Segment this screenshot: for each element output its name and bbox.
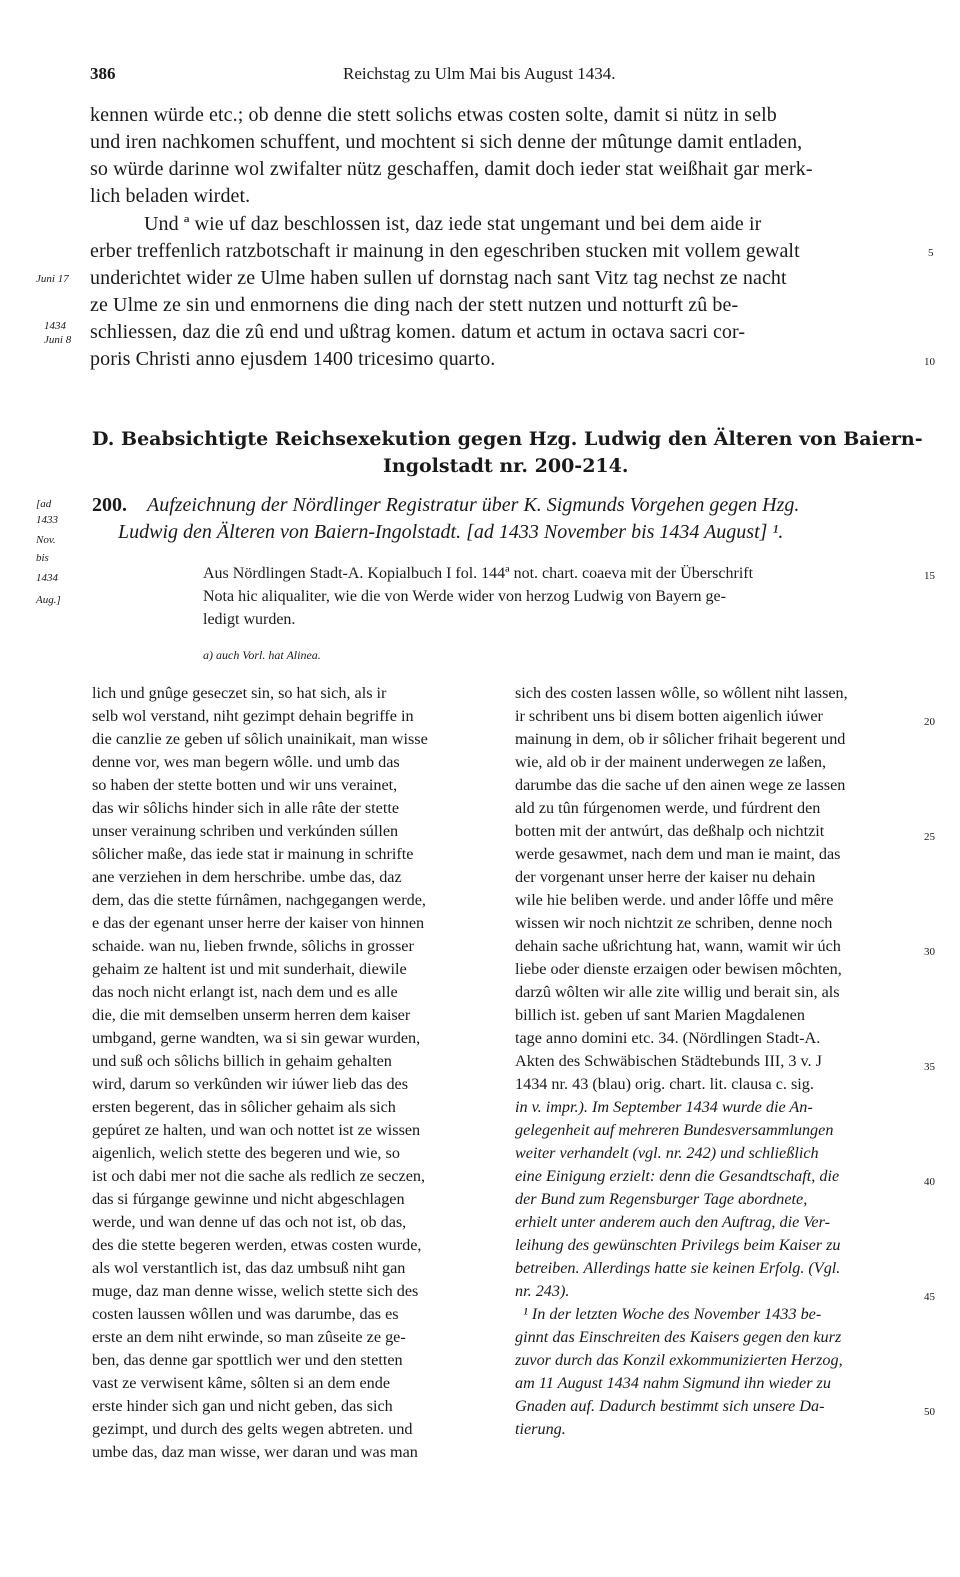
- margin-year-1434: 1434: [44, 320, 66, 332]
- column-line: der vorgenant unser herre der kaiser nu dehain: [515, 868, 816, 886]
- column-line: das noch nicht erlangt ist, nach dem und es alle: [92, 983, 398, 1001]
- column-line: umbe das, daz man wisse, wer daran und was man: [92, 1443, 418, 1461]
- margin-date-part: 1434: [36, 572, 58, 584]
- text-line: underichtet wider ze Ulme haben sullen uf dornstag nach sant Vitz tag nechst ze nacht: [90, 267, 787, 289]
- column-line: e das der egenant unser herre der kaiser von hinnen: [92, 914, 425, 932]
- margin-date-part: bis: [36, 552, 49, 564]
- column-line: das si fúrgange gewinne und nicht abgeschlagen: [92, 1190, 405, 1208]
- column-line: tage anno domini etc. 34. (Nördlingen Stadt-A.: [515, 1029, 821, 1047]
- column-line: ald zu tûn fúrgenomen werde, und fúrdrent den: [515, 799, 821, 817]
- margin-date-part: 1433: [36, 514, 58, 526]
- column-line: betreiben. Allerdings hatte sie keinen Erfolg. (Vgl.: [515, 1259, 841, 1277]
- line-number: 30: [924, 946, 935, 958]
- line-number: 5: [928, 247, 934, 259]
- document-heading-continued: Ludwig den Älteren von Baiern-Ingolstadt. [ad 1433 November bis 1434 August] ¹.: [118, 521, 784, 543]
- text-line: so würde darinne wol zwifalter nütz geschaffen, damit doch ieder stat weißhait gar merk-: [90, 158, 813, 180]
- column-line: werde gesawmet, nach dem und man ie maint, das: [515, 845, 841, 863]
- column-line: ane verziehen in dem herschribe. umbe das, daz: [92, 868, 402, 886]
- column-line: dehain sache ußrichtung hat, wann, wamit wir úch: [515, 937, 841, 955]
- column-line: lich und gnûge geseczet sin, so hat sich, als ir: [92, 684, 387, 702]
- footnote-line: Gnaden auf. Dadurch bestimmt sich unsere Da-: [515, 1397, 825, 1415]
- margin-date-range: [36, 496, 86, 608]
- column-line: darumbe das die sache uf den ainen wege ze lassen: [515, 776, 846, 794]
- column-line: Akten des Schwäbischen Städtebunds III, 3 v. J: [515, 1052, 822, 1070]
- column-line: die, die mit demselben unserm herren dem kaiser: [92, 1006, 411, 1024]
- text-line: Und ª wie uf daz beschlossen ist, daz iede stat ungemant und bei dem aide ir: [144, 213, 762, 235]
- document-heading: Aufzeichnung der Nördlinger Registratur über K. Sigmunds Vorgehen gegen Hzg.: [147, 494, 800, 516]
- column-line: das wir sôlichs hinder sich in alle râte der stette: [92, 799, 400, 817]
- source-line: Aus Nördlingen Stadt-A. Kopialbuch I fol. 144ª not. chart. coaeva mit der Überschrift: [203, 565, 754, 582]
- column-line: die canzlie ze geben uf sôlich unainikait, man wisse: [92, 730, 428, 748]
- line-number: 10: [924, 356, 935, 368]
- column-line: so haben der stette botten und wir uns verainet,: [92, 776, 398, 794]
- column-line: als wol verstantlich ist, das daz umbsuß niht gan: [92, 1259, 406, 1277]
- section-title: D. Beabsichtigte Reichsexekution gegen Hzg. Ludwig den Älteren von Baiern-: [92, 428, 923, 450]
- margin-date-juni8: Juni 8: [44, 334, 72, 346]
- column-line: wissen wir noch nichtzit ze schriben, denne noch: [515, 914, 833, 932]
- footnote-line: am 11 August 1434 nahm Sigmund ihn wieder zu: [515, 1374, 831, 1392]
- column-line: costen laussen wôllen und was darumbe, das es: [92, 1305, 399, 1323]
- column-line: in v. impr.). Im September 1434 wurde die An-: [515, 1098, 813, 1116]
- column-line: gehaim ze haltent ist und mit sunderhait, diewile: [92, 960, 407, 978]
- column-line: selb wol verstand, niht gezimpt dehain begriffe in: [92, 707, 414, 725]
- margin-date-juni17: Juni 17: [36, 273, 69, 285]
- column-line: der Bund zum Regensburger Tage abordnete,: [515, 1190, 808, 1208]
- footnote-a: a) auch Vorl. hat Alinea.: [203, 648, 321, 662]
- column-line: 1434 nr. 43 (blau) orig. chart. lit. clausa c. sig.: [515, 1075, 814, 1093]
- column-line: mainung in dem, ob ir sôlicher frihait begerent und: [515, 730, 846, 748]
- source-line: Nota hic aliqualiter, wie die von Werde wider von herzog Ludwig von Bayern ge-: [203, 588, 726, 605]
- text-line: lich beladen wirdet.: [90, 185, 251, 207]
- column-line: darzû wôlten wir alle zite willig und berait sin, als: [515, 983, 840, 1001]
- column-line: unser verainung schriben und verkúnden súllen: [92, 822, 399, 840]
- source-line: ledigt wurden.: [203, 611, 296, 628]
- column-line: ist och dabi mer not die sache als redlich ze seczen,: [92, 1167, 426, 1185]
- right-column: [515, 682, 848, 1441]
- line-number: 35: [924, 1061, 935, 1073]
- margin-date-part: Nov.: [36, 534, 56, 546]
- column-line: gezimpt, und durch des gelts wegen abtreten. und: [92, 1420, 413, 1438]
- column-line: gepúret ze halten, und wan och nottet ist ze wissen: [92, 1121, 421, 1139]
- column-line: liebe oder dienste erzaigen oder bewisen môchten,: [515, 960, 842, 978]
- column-line: des die stette begeren werden, etwas costen wurde,: [92, 1236, 422, 1254]
- footnote-line: zuvor durch das Konzil exkommunizierten Herzog,: [515, 1351, 843, 1369]
- left-column: [92, 682, 428, 1464]
- column-line: leihung des gewünschten Privilegs beim Kaiser zu: [515, 1236, 841, 1254]
- line-number: 15: [924, 570, 935, 582]
- column-line: und suß och sôlichs billich in gehaim gehalten: [92, 1052, 392, 1070]
- column-line: ir schribent uns bi disem botten aigenlich iúwer: [515, 707, 823, 725]
- column-line: sich des costen lassen wôlle, so wôllent niht lassen,: [515, 684, 848, 702]
- column-line: wile hie beliben werde. und ander lôffe und mêre: [515, 891, 834, 909]
- column-line: wird, darum so verkûnden wir iúwer lieb das des: [92, 1075, 409, 1093]
- column-line: erhielt unter anderem auch den Auftrag, die Ver-: [515, 1213, 830, 1231]
- column-line: dem, das die stette fúrnâmen, nachgegangen werde,: [92, 891, 426, 909]
- text-line: und iren nachkomen schuffent, und mochtent si sich denne der mûtunge damit entladen,: [90, 131, 803, 153]
- column-line: werde, und wan denne uf das och not ist, ob das,: [92, 1213, 407, 1231]
- page-number: 386: [90, 64, 116, 83]
- column-line: erste hinder sich gan und nicht geben, das sich: [92, 1397, 393, 1415]
- column-line: erste an dem niht erwinde, so man zûseite ze ge-: [92, 1328, 406, 1346]
- column-line: ersten begerent, das in sôlicher gehaim als sich: [92, 1098, 396, 1116]
- text-line: kennen würde etc.; ob denne die stett solichs etwas costen solte, damit si nütz in selb: [90, 104, 777, 126]
- footnote-line: ¹ In der letzten Woche des November 1433 be-: [523, 1305, 822, 1323]
- column-line: denne vor, wes man begern wôlle. und umb das: [92, 753, 400, 771]
- column-line: sôlicher maße, das iede stat ir mainung in schrifte: [92, 845, 414, 863]
- column-line: vast ze verwisent kâme, sôlten si an dem ende: [92, 1374, 391, 1392]
- line-number: 50: [924, 1406, 935, 1418]
- text-line: schliessen, daz die zû end und ußtrag komen. datum et actum in octava sacri cor-: [90, 321, 746, 343]
- column-line: eine Einigung erzielt: denn die Gesandtschaft, die: [515, 1167, 840, 1185]
- text-line: erber treffenlich ratzbotschaft ir mainung in den egeschriben stucken mit vollem gewalt: [90, 240, 800, 262]
- column-line: botten mit der antwúrt, das deßhalp och nichtzit: [515, 822, 825, 840]
- line-number: 20: [924, 716, 935, 728]
- line-number: 45: [924, 1291, 935, 1303]
- column-line: nr. 243).: [515, 1282, 570, 1300]
- margin-date-part: Aug.]: [36, 594, 61, 606]
- column-line: wie, ald ob ir der mainent underwegen ze laßen,: [515, 753, 827, 771]
- line-number: 25: [924, 831, 935, 843]
- column-line: billich ist. geben uf sant Marien Magdalenen: [515, 1006, 805, 1024]
- footnote-line: tierung.: [515, 1420, 566, 1438]
- column-line: muge, daz man denne wisse, welich stette sich des: [92, 1282, 419, 1300]
- column-line: weiter verhandelt (vgl. nr. 242) und schließlich: [515, 1144, 819, 1162]
- column-line: umbgand, gerne wandten, wa si sin gewar wurden,: [92, 1029, 421, 1047]
- text-line: poris Christi anno ejusdem 1400 tricesimo quarto.: [90, 348, 496, 370]
- column-line: ben, das denne gar spottlich wer und den stetten: [92, 1351, 403, 1369]
- text-line: ze Ulme ze sin und enmornens die ding nach der stett nutzen und notturft zû be-: [90, 294, 739, 316]
- document-number: 200.: [92, 494, 127, 516]
- running-title: Reichstag zu Ulm Mai bis August 1434.: [343, 64, 616, 83]
- margin-date-part: [ad: [36, 498, 52, 510]
- column-line: gelegenheit auf mehreren Bundesversammlungen: [515, 1121, 834, 1139]
- column-line: schaide. wan nu, lieben frwnde, sôlichs in grosser: [92, 937, 414, 955]
- line-number: 40: [924, 1176, 935, 1188]
- column-line: aigenlich, welich stette des begeren und wie, so: [92, 1144, 400, 1162]
- section-title-continued: Ingolstadt nr. 200-214.: [383, 455, 629, 477]
- footnote-line: ginnt das Einschreiten des Kaisers gegen den kurz: [515, 1328, 842, 1346]
